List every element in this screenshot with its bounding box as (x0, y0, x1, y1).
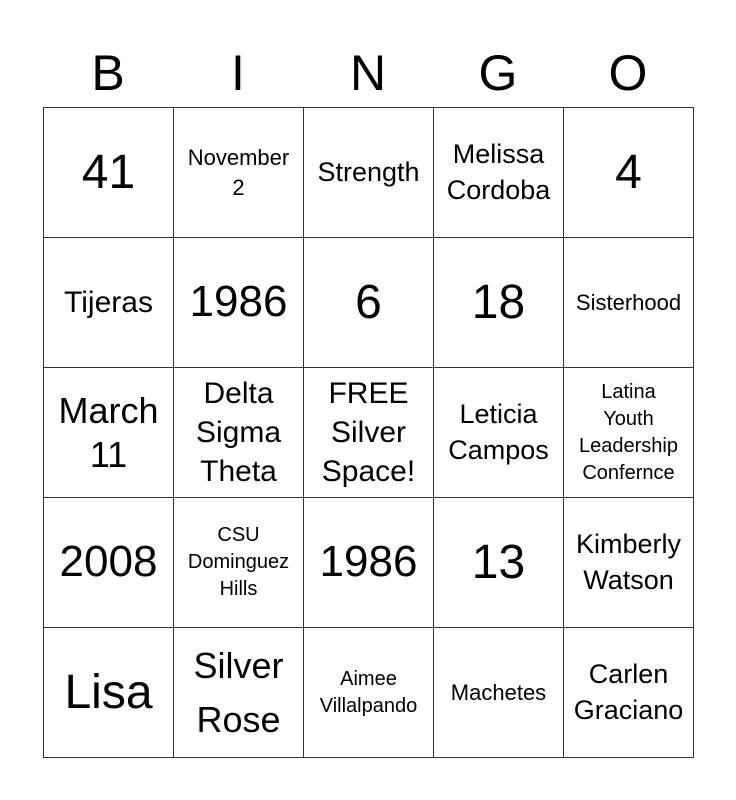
bingo-cell[interactable]: Delta Sigma Theta (174, 368, 304, 498)
bingo-cell[interactable]: 4 (564, 108, 694, 238)
header-letter-g: G (478, 45, 518, 101)
bingo-cell[interactable]: 41 (44, 108, 174, 238)
bingo-cell[interactable]: Lisa (44, 628, 174, 758)
bingo-cell[interactable]: Aimee Villalpando (304, 628, 434, 758)
bingo-card-grid (43, 107, 694, 758)
bingo-cell[interactable]: 6 (304, 238, 434, 368)
bingo-cell[interactable]: Machetes (434, 628, 564, 758)
bingo-cell[interactable]: 2008 (44, 498, 174, 628)
bingo-cell[interactable]: 13 (434, 498, 564, 628)
header-letter-i: I (231, 45, 245, 101)
bingo-cell[interactable]: 1986 (174, 238, 304, 368)
bingo-header (43, 38, 693, 108)
bingo-cell[interactable]: November 2 (174, 108, 304, 238)
bingo-cell[interactable]: 1986 (304, 498, 434, 628)
header-letter-o: O (608, 45, 648, 101)
bingo-cell[interactable]: Leticia Campos (434, 368, 564, 498)
bingo-cell free-space[interactable]: FREE Silver Space! (304, 368, 434, 498)
bingo-cell[interactable]: Latina Youth Leadership Confernce (564, 368, 694, 498)
bingo-cell[interactable]: Silver Rose (174, 628, 304, 758)
bingo-cell[interactable]: CSU Dominguez Hills (174, 498, 304, 628)
bingo-cell[interactable]: Tijeras (44, 238, 174, 368)
bingo-cell[interactable]: 18 (434, 238, 564, 368)
bingo-cell[interactable]: Strength (304, 108, 434, 238)
header-letter-n: N (349, 45, 387, 101)
bingo-cell[interactable]: Sisterhood (564, 238, 694, 368)
bingo-cell[interactable]: Carlen Graciano (564, 628, 694, 758)
bingo-cell[interactable]: Melissa Cordoba (434, 108, 564, 238)
bingo-cell[interactable]: Kimberly Watson (564, 498, 694, 628)
bingo-cell[interactable]: March 11 (44, 368, 174, 498)
header-letter-b: B (91, 45, 125, 101)
